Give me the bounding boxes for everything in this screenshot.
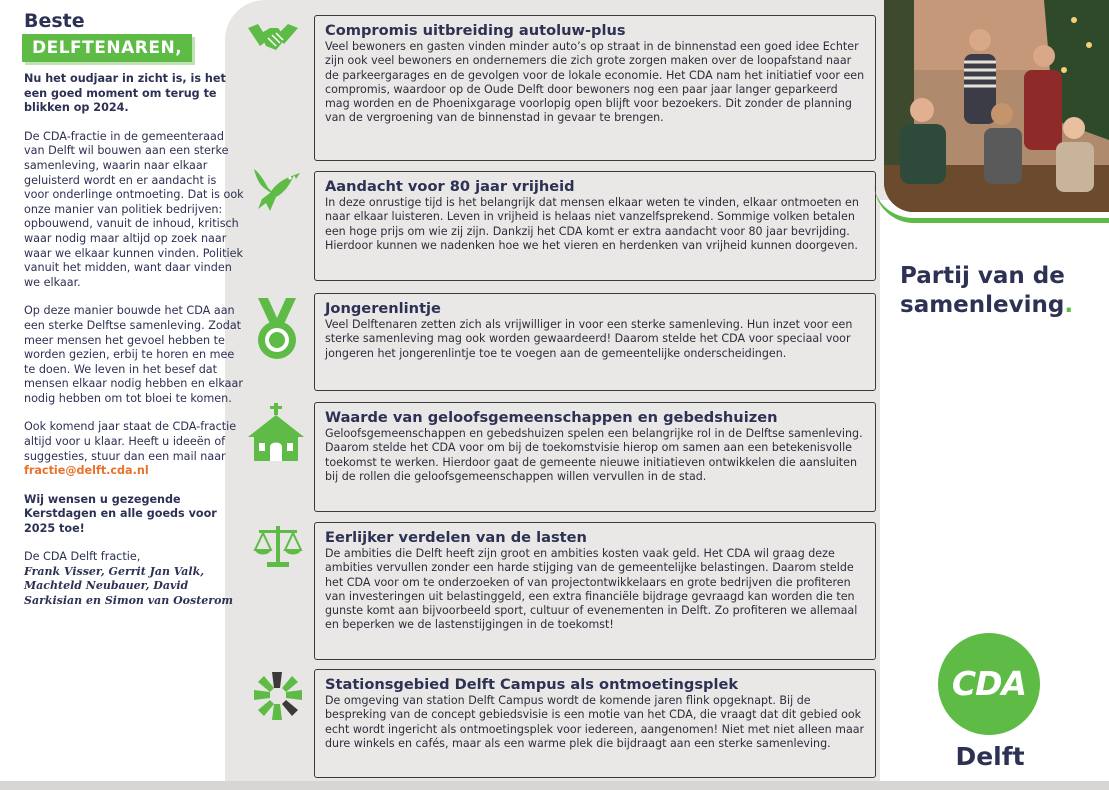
email-link[interactable]: fractie@delft.cda.nl [24, 464, 149, 478]
scales-icon [253, 524, 303, 568]
card-geloofsgemeenschappen [314, 402, 876, 512]
card-title: Eerlijker verdelen van de lasten [325, 529, 587, 546]
intro-text: Nu het oudjaar in zicht is, is het een goed moment om terug te blikken op 2024. [24, 72, 226, 115]
bottom-strip [0, 781, 1109, 790]
handshake-icon [246, 20, 300, 56]
signature-intro: De CDA Delft fractie, [24, 549, 141, 563]
greeting-badge: DELFTENAREN, [22, 34, 192, 62]
slogan [900, 262, 1073, 320]
card-body: De ambities die Delft heeft zijn groot en ambities kosten vaak geld. Het CDA wil graag deze ambities vervullen zonder een harde stijging van de gemeentelijke belastingen. Daarom stelde het CDA voor om te onderzoeken of van projectontwikkelaars en grote bedrijven die profiteren van investeringen uit belastinggeld, een extra financiële bijdrage gevraagd kan worden die ten gunste komt aan bijvoorbeeld sport, cultuur of evenementen in Delft. Zo profiteren we allemaal en beperken we de lastenstijgingen in de toekomst! [325, 547, 858, 632]
church-icon [246, 403, 306, 461]
letter-column [22, 10, 244, 608]
holiday-wish: Wij wensen u gezegende Kerstdagen en alle goeds voor 2025 toe! [24, 492, 217, 536]
city-name: Delft [955, 742, 1025, 771]
card-body: Geloofsgemeenschappen en gebedshuizen spelen een belangrijke rol in de Delftse samenleving. Daarom stelde het CDA voor om bij de toekomstvisie hierop om samen aan een betekenisvolle toekomst te werken. Hierdoor gaat de gemeente nieuwe initiatieven ontwikkelen die aansluiten bij de rollen die geloofsgemeenschappen willen vervullen in de stad. [325, 427, 863, 483]
signature-names: Frank Visser, Gerrit Jan Valk, Machteld Neubauer, David Sarkisian en Simon van Oosterom [24, 565, 234, 607]
card-title: Compromis uitbreiding autoluw-plus [325, 22, 626, 39]
card-title: Stationsgebied Delft Campus als ontmoetingsplek [325, 676, 739, 693]
card-jongerenlintje [314, 293, 876, 391]
card-body: In deze onrustige tijd is het belangrijk dat mensen elkaar weten te vinden, elkaar ontmoeten en naar elkaar luisteren. Leven in vrijheid is helaas niet vanzelfsprekend. Sommige volken betalen een hoge prijs om wie zij zijn. Dankzij het CDA komt er extra aandacht voor 80 jaar bevrijding. Hierdoor kunnen we nadenken hoe we het vieren en herdenken van vrijheid kunnen doorgeven. [325, 196, 859, 252]
slogan-dot: . [1064, 292, 1074, 318]
card-body: Veel bewoners en gasten vinden minder auto’s op straat in de binnenstad een goed idee Echter zijn ook veel bewoners en ondernemers die zich grote zorgen maken over de loopafstand naar de parkeergarages en de gevolgen voor de lokale economie. Het CDA nam het initiatief voor een compromis, waardoor op de Oude Delft door bewoners nog een paar jaar langer geparkeerd mag worden en de Phoenixgarage voorlopig open blijft voor bezoekers. Dit zonder de planning van de vergroening van de binnenstad in gevaar te brengen. [325, 40, 865, 125]
card-body: Veel Delftenaren zetten zich als vrijwilliger in voor een sterke samenleving. Hun inzet voor een sterke samenleving mag ook worden gewaardeerd! Daarom stelde het CDA voor speciaal voor jongeren het jongerenlintje toe te voegen aan de gemeentelijke onderscheidingen. [325, 318, 853, 360]
paragraph-3 [24, 420, 244, 478]
slogan-line-2-text: samenleving [900, 292, 1065, 318]
card-title: Jongerenlintje [325, 300, 441, 317]
card-lasten [314, 522, 876, 660]
group-photo [884, 0, 1109, 212]
hands-circle-icon [252, 670, 304, 722]
paragraph-2: Op deze manier bouwde het CDA aan een sterke Delftse samenleving. Zodat meer mensen het gevoel hebben te worden gezien, erbij te horen en mee te doen. We leven in het besef dat mensen elkaar nodig hebben en elkaar nodig hebben om tot bloei te komen. [24, 304, 243, 405]
card-body: De omgeving van station Delft Campus wordt de komende jaren flink opgeknapt. Bij de bespreking van de concept gebiedsvisie is een motie van het CDA, die vraagt dat dit gebied ook echt wordt ingericht als ontmoetingsplek voor iedereen, aangenomen! Niet met niet alleen maar dure winkels en cafés, maar als een warme plek die bijdraagt aan een sterke samenleving. [325, 694, 865, 750]
card-autoluw [314, 15, 876, 161]
card-vrijheid [314, 171, 876, 281]
medal-icon [254, 296, 300, 362]
greeting: Beste [24, 10, 85, 32]
slogan-line-2 [900, 291, 1073, 320]
slogan-line-1: Partij van de [900, 263, 1065, 289]
card-title: Aandacht voor 80 jaar vrijheid [325, 178, 575, 195]
paragraph-3-text: Ook komend jaar staat de CDA-fractie altijd voor u klaar. Heeft u ideeën of suggesties, stuur dan een mail naar [24, 420, 237, 463]
cda-logo-text: CDA [951, 664, 1027, 703]
card-title: Waarde van geloofsgemeenschappen en gebedshuizen [325, 409, 778, 426]
card-stationsgebied [314, 669, 876, 778]
dove-icon [250, 163, 300, 215]
paragraph-1: De CDA-fractie in de gemeenteraad van Delft wil bouwen aan een sterke samenleving, waarin naar elkaar geluisterd wordt en er aandacht is voor onderlinge ontmoeting. Dat is ook onze manier van politiek bedrijven: opbouwend, vanuit de inhoud, kritisch waar nodig maar altijd op zoek naar waar we elkaar kunnen vinden. Politiek vanuit het midden, want daar vinden we elkaar. [24, 129, 244, 289]
